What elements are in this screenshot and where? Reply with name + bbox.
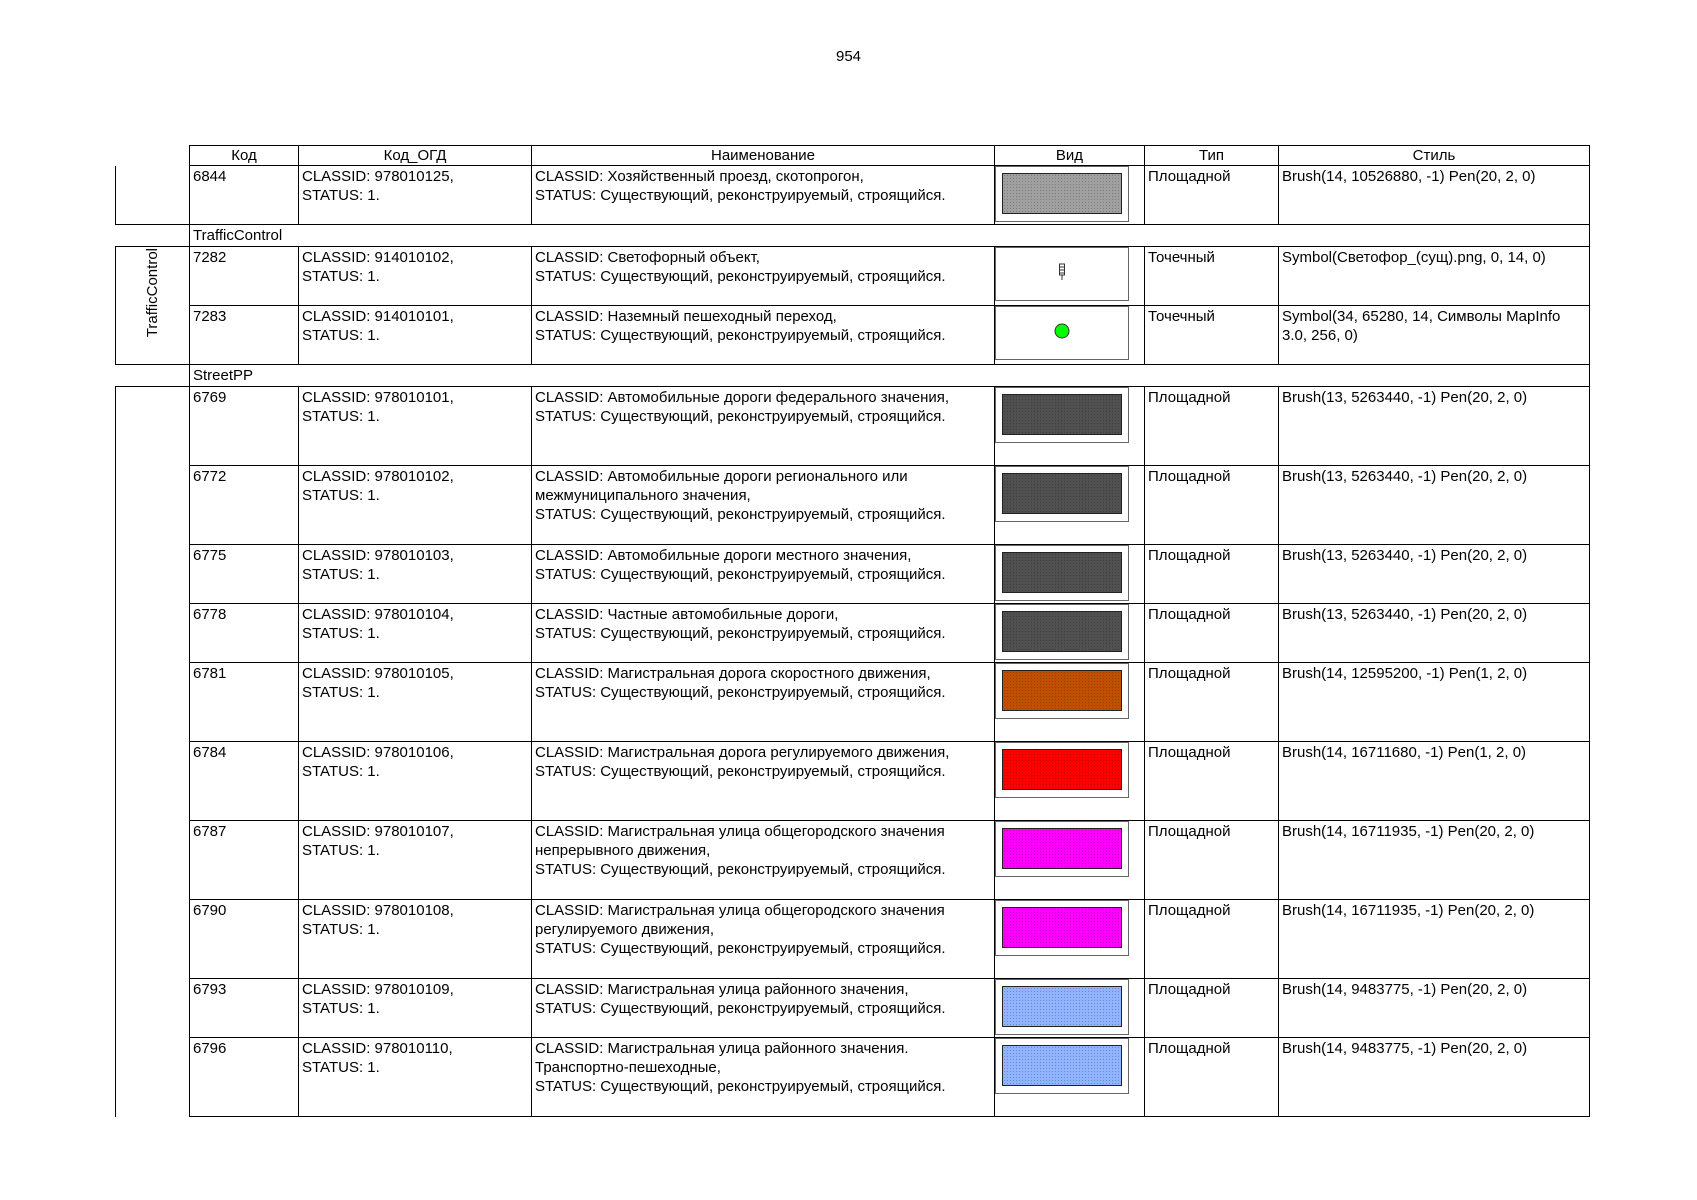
text-line: STATUS: 1.: [302, 487, 380, 504]
name-cell: [532, 1038, 995, 1117]
table-row: [116, 900, 1590, 979]
vid-cell: [995, 900, 1145, 979]
symbol-frame: [995, 247, 1129, 301]
name-cell: [532, 604, 995, 663]
header-vid: Вид: [995, 146, 1145, 166]
text-line: CLASSID: Магистральная улица районного значения.: [535, 1040, 909, 1057]
name-cell: [532, 663, 995, 742]
vid-cell: [995, 1038, 1145, 1117]
fill-swatch: [1002, 1045, 1122, 1086]
text-line: STATUS: Существующий, реконструируемый, строящийся.: [535, 684, 946, 701]
type-cell: Площадной: [1145, 466, 1279, 545]
text-line: CLASSID: Автомобильные дороги федерального значения,: [535, 389, 950, 406]
swatch-frame: [995, 821, 1129, 877]
group-side-cell: [116, 387, 190, 1117]
text-line: CLASSID: Магистральная дорога скоростного движения,: [535, 665, 931, 682]
text-line: STATUS: Существующий, реконструируемый, строящийся.: [535, 268, 946, 285]
header-tip: Тип: [1145, 146, 1279, 166]
text-line: CLASSID: 978010103,: [302, 547, 454, 564]
swatch-frame: [995, 466, 1129, 522]
name-cell: [532, 979, 995, 1038]
text-line: CLASSID: 978010104,: [302, 606, 454, 623]
text-line: CLASSID: 978010110,: [302, 1040, 453, 1057]
style-cell: Brush(13, 5263440, -1) Pen(20, 2, 0): [1279, 387, 1590, 466]
type-cell: Площадной: [1145, 604, 1279, 663]
type-cell: Площадной: [1145, 742, 1279, 821]
group-title-spacer: [116, 225, 190, 247]
ogd-cell: [299, 545, 532, 604]
text-line: STATUS: 1.: [302, 842, 380, 859]
green-circle-icon: [1053, 322, 1071, 345]
text-line: STATUS: 1.: [302, 327, 380, 344]
text-line: CLASSID: 978010105,: [302, 665, 454, 682]
table-row: [116, 466, 1590, 545]
text-line: STATUS: 1.: [302, 763, 380, 780]
vid-cell: [995, 663, 1145, 742]
text-line: STATUS: 1.: [302, 625, 380, 642]
fill-swatch: [1002, 986, 1122, 1027]
text-line: CLASSID: 978010108,: [302, 902, 454, 919]
vid-cell: [995, 166, 1145, 225]
type-cell: Площадной: [1145, 900, 1279, 979]
text-line: STATUS: 1.: [302, 684, 380, 701]
table-row: [116, 247, 1590, 306]
name-cell: [532, 821, 995, 900]
text-line: CLASSID: Наземный пешеходный переход,: [535, 308, 837, 325]
fill-swatch: [1002, 611, 1122, 652]
code-cell: 6844: [190, 166, 299, 225]
ogd-cell: [299, 742, 532, 821]
ogd-cell: [299, 1038, 532, 1117]
vid-cell: [995, 387, 1145, 466]
fill-swatch: [1002, 749, 1122, 790]
ogd-cell: [299, 306, 532, 365]
swatch-frame: [995, 663, 1129, 719]
group-title: StreetPP: [190, 365, 1590, 387]
text-line: STATUS: Существующий, реконструируемый, строящийся.: [535, 408, 946, 425]
group-title-row: [116, 365, 1590, 387]
text-line: CLASSID: Автомобильные дороги регионального или: [535, 468, 908, 485]
code-cell: 7283: [190, 306, 299, 365]
style-cell: Brush(13, 5263440, -1) Pen(20, 2, 0): [1279, 604, 1590, 663]
text-line: CLASSID: Магистральная улица районного значения,: [535, 981, 909, 998]
text-line: STATUS: 1.: [302, 566, 380, 583]
text-line: CLASSID: Частные автомобильные дороги,: [535, 606, 839, 623]
group-side-cell: [116, 247, 190, 365]
table-row: [116, 306, 1590, 365]
table-row: [116, 663, 1590, 742]
text-line: межмуниципального значения,: [535, 487, 751, 504]
text-line: CLASSID: 978010106,: [302, 744, 454, 761]
group-side-label-wrap: [119, 248, 186, 337]
code-cell: 6775: [190, 545, 299, 604]
swatch-frame: [995, 166, 1129, 222]
code-cell: 6778: [190, 604, 299, 663]
style-cell: Symbol(Светофор_(сущ).png, 0, 14, 0): [1279, 247, 1590, 306]
code-cell: 6796: [190, 1038, 299, 1117]
ogd-cell: [299, 247, 532, 306]
style-cell: Brush(13, 5263440, -1) Pen(20, 2, 0): [1279, 545, 1590, 604]
text-line: CLASSID: Хозяйственный проезд, скотопрогон,: [535, 168, 864, 185]
table-header-row: [116, 146, 1590, 166]
code-cell: 6781: [190, 663, 299, 742]
group-title: TrafficControl: [190, 225, 1590, 247]
text-line: CLASSID: Магистральная дорога регулируемого движения,: [535, 744, 950, 761]
fill-swatch: [1002, 473, 1122, 514]
code-cell: 6784: [190, 742, 299, 821]
name-cell: [532, 900, 995, 979]
table-row: [116, 742, 1590, 821]
style-cell: Symbol(34, 65280, 14, Символы MapInfo 3.0, 256, 0): [1279, 306, 1590, 365]
style-cell: Brush(14, 16711935, -1) Pen(20, 2, 0): [1279, 821, 1590, 900]
vid-cell: [995, 742, 1145, 821]
text-line: STATUS: 1.: [302, 268, 380, 285]
name-cell: [532, 742, 995, 821]
table-row: [116, 979, 1590, 1038]
code-cell: 6772: [190, 466, 299, 545]
swatch-frame: [995, 387, 1129, 443]
vid-cell: [995, 604, 1145, 663]
swatch-frame: [995, 979, 1129, 1035]
text-line: непрерывного движения,: [535, 842, 711, 859]
table-row: [116, 387, 1590, 466]
name-cell: [532, 466, 995, 545]
text-line: STATUS: 1.: [302, 187, 380, 204]
type-cell: Площадной: [1145, 545, 1279, 604]
header-kod-ogd: Код_ОГД: [299, 146, 532, 166]
name-cell: [532, 247, 995, 306]
text-line: CLASSID: 978010109,: [302, 981, 454, 998]
group-title-spacer: [116, 365, 190, 387]
ogd-cell: [299, 979, 532, 1038]
type-cell: Площадной: [1145, 979, 1279, 1038]
text-line: STATUS: Существующий, реконструируемый, строящийся.: [535, 566, 946, 583]
swatch-frame: [995, 545, 1129, 601]
text-line: регулируемого движения,: [535, 921, 715, 938]
vid-cell: [995, 306, 1145, 365]
type-cell: Площадной: [1145, 166, 1279, 225]
text-line: CLASSID: 914010102,: [302, 249, 454, 266]
style-cell: Brush(14, 12595200, -1) Pen(1, 2, 0): [1279, 663, 1590, 742]
swatch-frame: [995, 604, 1129, 660]
vid-cell: [995, 979, 1145, 1038]
style-cell: Brush(14, 16711680, -1) Pen(1, 2, 0): [1279, 742, 1590, 821]
type-cell: Площадной: [1145, 387, 1279, 466]
text-line: STATUS: 1.: [302, 1000, 380, 1017]
text-line: STATUS: 1.: [302, 1059, 380, 1076]
style-cell: Brush(14, 16711935, -1) Pen(20, 2, 0): [1279, 900, 1590, 979]
table-row: [116, 166, 1590, 225]
ogd-cell: [299, 900, 532, 979]
text-line: STATUS: Существующий, реконструируемый, строящийся.: [535, 625, 946, 642]
symbol-frame: [995, 306, 1129, 360]
swatch-frame: [995, 742, 1129, 798]
fill-swatch: [1002, 828, 1122, 869]
text-line: CLASSID: 978010102,: [302, 468, 454, 485]
text-line: STATUS: Существующий, реконструируемый, строящийся.: [535, 1000, 946, 1017]
vid-cell: [995, 466, 1145, 545]
style-cell: Brush(14, 10526880, -1) Pen(20, 2, 0): [1279, 166, 1590, 225]
header-name: Наименование: [532, 146, 995, 166]
text-line: STATUS: 1.: [302, 921, 380, 938]
ogd-cell: [299, 821, 532, 900]
text-line: STATUS: Существующий, реконструируемый, строящийся.: [535, 763, 946, 780]
code-cell: 6787: [190, 821, 299, 900]
name-cell: [532, 387, 995, 466]
text-line: STATUS: Существующий, реконструируемый, строящийся.: [535, 327, 946, 344]
fill-swatch: [1002, 552, 1122, 593]
type-cell: Точечный: [1145, 247, 1279, 306]
group-side-label: TrafficControl: [144, 248, 161, 338]
text-line: CLASSID: 914010101,: [302, 308, 454, 325]
code-cell: 7282: [190, 247, 299, 306]
text-line: CLASSID: Магистральная улица общегородского значения: [535, 902, 945, 919]
group-title-row: [116, 225, 1590, 247]
text-line: STATUS: 1.: [302, 408, 380, 425]
text-line: STATUS: Существующий, реконструируемый, строящийся.: [535, 861, 946, 878]
traffic-light-icon: [1057, 263, 1067, 286]
style-cell: Brush(14, 9483775, -1) Pen(20, 2, 0): [1279, 979, 1590, 1038]
ogd-cell: [299, 166, 532, 225]
vid-cell: [995, 545, 1145, 604]
group-side-cell: [116, 166, 190, 225]
text-line: STATUS: Существующий, реконструируемый, строящийся.: [535, 506, 946, 523]
text-line: CLASSID: Светофорный объект,: [535, 249, 760, 266]
header-style: Стиль: [1279, 146, 1590, 166]
name-cell: [532, 166, 995, 225]
ogd-cell: [299, 466, 532, 545]
name-cell: [532, 545, 995, 604]
text-line: CLASSID: 978010107,: [302, 823, 454, 840]
text-line: CLASSID: Автомобильные дороги местного значения,: [535, 547, 912, 564]
swatch-frame: [995, 900, 1129, 956]
fill-swatch: [1002, 670, 1122, 711]
fill-swatch: [1002, 173, 1122, 214]
text-line: STATUS: Существующий, реконструируемый, строящийся.: [535, 187, 946, 204]
ogd-cell: [299, 387, 532, 466]
text-line: STATUS: Существующий, реконструируемый, строящийся.: [535, 1078, 946, 1095]
fill-swatch: [1002, 394, 1122, 435]
type-cell: Площадной: [1145, 663, 1279, 742]
style-cell: Brush(13, 5263440, -1) Pen(20, 2, 0): [1279, 466, 1590, 545]
type-cell: Площадной: [1145, 1038, 1279, 1117]
text-line: STATUS: Существующий, реконструируемый, строящийся.: [535, 940, 946, 957]
legend-table: [115, 145, 1590, 1117]
code-cell: 6793: [190, 979, 299, 1038]
vid-cell: [995, 821, 1145, 900]
name-cell: [532, 306, 995, 365]
header-kod: Код: [190, 146, 299, 166]
table-row: [116, 545, 1590, 604]
ogd-cell: [299, 663, 532, 742]
page-number: 954: [835, 48, 862, 65]
code-cell: 6790: [190, 900, 299, 979]
fill-swatch: [1002, 907, 1122, 948]
table-row: [116, 821, 1590, 900]
text-line: CLASSID: Магистральная улица общегородского значения: [535, 823, 945, 840]
type-cell: Точечный: [1145, 306, 1279, 365]
group-column-header: [116, 146, 190, 166]
table-row: [116, 604, 1590, 663]
swatch-frame: [995, 1038, 1129, 1094]
style-cell: Brush(14, 9483775, -1) Pen(20, 2, 0): [1279, 1038, 1590, 1117]
text-line: CLASSID: 978010101,: [302, 389, 454, 406]
table-row: [116, 1038, 1590, 1117]
text-line: Транспортно-пешеходные,: [535, 1059, 721, 1076]
code-cell: 6769: [190, 387, 299, 466]
ogd-cell: [299, 604, 532, 663]
text-line: CLASSID: 978010125,: [302, 168, 454, 185]
vid-cell: [995, 247, 1145, 306]
type-cell: Площадной: [1145, 821, 1279, 900]
